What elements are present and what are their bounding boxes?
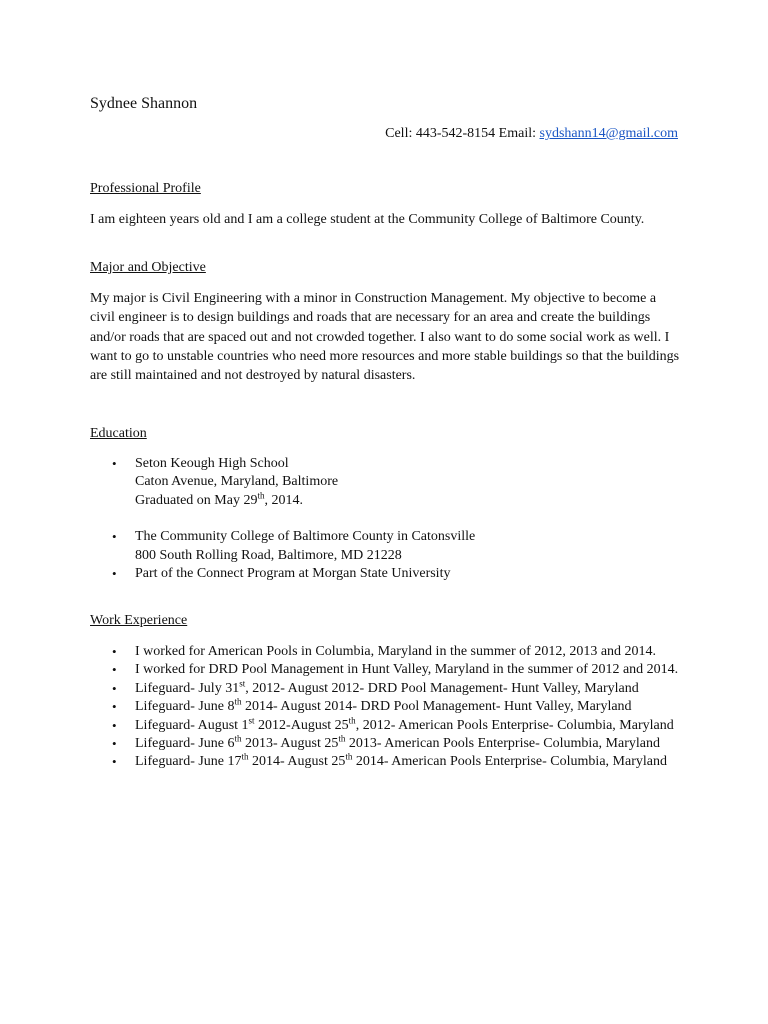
contact-line (385, 125, 678, 143)
graduation-text: Graduated on May 29 (135, 492, 258, 508)
list-item (90, 753, 690, 771)
work-item-text: 2014- August 2014- DRD Pool Management- Hunt Valley, Maryland (241, 699, 632, 715)
major-text: My major is Civil Engineering with a minor in Construction Management. My objective to become a civil engineer is to design buildings and roads that are necessary for an area and create the buildings and/or roads that are spaced out and not crowded together. I also want to do some social work as well. I want to go to unstable countries who need more resources and more stable buildings so that the buildings are still maintained and not destroyed by natural disasters. (90, 291, 680, 384)
school-name: Seton Keough High School (135, 456, 289, 471)
list-item (90, 565, 690, 583)
bullet-icon: • (112, 699, 117, 715)
bullet-icon: • (112, 644, 117, 659)
list-item (90, 735, 690, 753)
bullet-icon: • (112, 680, 117, 696)
work-item-text: Lifeguard- June 6 (135, 736, 235, 752)
bullet-icon: • (112, 529, 117, 545)
profile-text: I am eighteen years old and I am a college student at the Community College of Baltimore County. (90, 212, 645, 227)
list-item (90, 643, 690, 661)
work-heading: Work Experience (90, 613, 188, 628)
education-heading: Education (90, 426, 147, 441)
bullet-icon: • (112, 717, 117, 733)
email-link[interactable]: sydshann14@gmail.com (539, 126, 678, 141)
work-item-text: , 2012- August 2012- DRD Pool Management- Hunt Valley, Maryland (245, 680, 639, 696)
cell-and-email-label: Cell: 443-542-8154 Email: (385, 126, 540, 141)
work-item-text: I worked for American Pools in Columbia, Maryland in the summer of 2012, 2013 and 2014. (135, 644, 657, 659)
bullet-icon: • (112, 736, 117, 752)
school-address: 800 South Rolling Road, Baltimore, MD 21228 (135, 547, 402, 563)
ordinal-suffix: th (257, 490, 265, 501)
list-item (90, 528, 690, 565)
education-list (90, 455, 690, 583)
list-item (90, 714, 690, 735)
ordinal-suffix: th (348, 714, 356, 725)
bullet-icon: • (112, 754, 117, 770)
work-item-text: Lifeguard- August 1 (135, 717, 249, 733)
work-item-text: 2014- American Pools Enterprise- Columbia, Maryland (352, 754, 667, 770)
work-item-text: 2012-August 25 (254, 717, 349, 733)
bullet-icon: • (112, 662, 117, 678)
ordinal-suffix: th (345, 751, 353, 762)
ordinal-suffix: st (248, 714, 255, 725)
list-item (90, 661, 690, 679)
work-list (90, 643, 690, 772)
applicant-name: Sydnee Shannon (90, 95, 198, 112)
program-text: Part of the Connect Program at Morgan State University (135, 566, 451, 582)
ordinal-suffix: th (234, 696, 242, 707)
school-address: Caton Avenue, Maryland, Baltimore (135, 474, 339, 490)
work-item-text: 2013- American Pools Enterprise- Columbia, Maryland (345, 736, 660, 752)
list-item (90, 455, 690, 510)
ordinal-suffix: th (338, 733, 346, 744)
ordinal-suffix: st (239, 678, 246, 689)
graduation-year: , 2014. (264, 492, 303, 508)
work-item-text: I worked for DRD Pool Management in Hunt Valley, Maryland in the summer of 2012 and 2014. (135, 662, 679, 678)
ordinal-suffix: th (234, 733, 242, 744)
work-item-text: , 2012- American Pools Enterprise- Columbia, Maryland (355, 717, 674, 733)
profile-heading: Professional Profile (90, 181, 201, 196)
ordinal-suffix: th (241, 751, 249, 762)
work-item-text: 2014- August 25 (248, 754, 346, 770)
work-item-text: Lifeguard- June 8 (135, 699, 235, 715)
list-item (90, 698, 690, 716)
school-name: The Community College of Baltimore County in Catonsville (135, 529, 476, 545)
list-item (90, 680, 690, 698)
work-item-text: 2013- August 25 (241, 736, 339, 752)
work-item-text: Lifeguard- July 31 (135, 680, 240, 696)
major-heading: Major and Objective (90, 260, 206, 275)
work-item-text: Lifeguard- June 17 (135, 754, 242, 770)
bullet-icon: • (112, 456, 117, 471)
graduation-line (135, 492, 690, 510)
bullet-icon: • (112, 566, 117, 582)
